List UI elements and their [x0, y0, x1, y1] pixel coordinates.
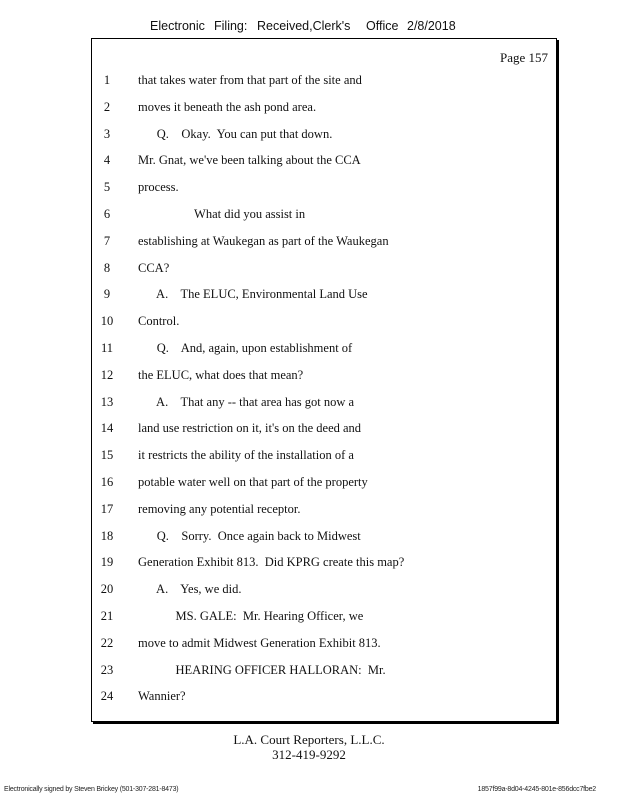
line-text: that takes water from that part of the site and [138, 73, 362, 87]
line-text: it restricts the ability of the installation of a [138, 448, 354, 462]
line-text: Control. [138, 314, 180, 328]
line-number: 9 [103, 287, 111, 301]
line-text: MS. GALE: Mr. Hearing Officer, we [138, 609, 364, 623]
line-text: A. Yes, we did. [138, 582, 242, 596]
line-number: 22 [100, 636, 114, 650]
header-word-office: Office [366, 19, 399, 33]
court-reporter-name: L.A. Court Reporters, L.L.C. [233, 732, 385, 747]
line-number: 12 [100, 368, 114, 382]
line-number: 13 [100, 395, 114, 409]
line-text: moves it beneath the ash pond area. [138, 100, 317, 114]
line-text: CCA? [138, 261, 170, 275]
line-number: 18 [100, 529, 114, 543]
line-number: 17 [100, 502, 114, 516]
header-word-received: Received,Clerk's [257, 19, 351, 33]
line-text: Q. Sorry. Once again back to Midwest [138, 529, 361, 543]
line-number: 8 [103, 261, 111, 275]
line-text: the ELUC, what does that mean? [138, 368, 304, 382]
document-hash: 1857f99a-8d04-4245-801e-856dcc7fbe2 [477, 786, 596, 793]
line-number: 4 [103, 153, 111, 167]
line-number: 21 [100, 609, 114, 623]
line-text: What did you assist in [138, 207, 306, 221]
line-number: 1 [103, 73, 111, 87]
line-text: Q. Okay. You can put that down. [138, 127, 333, 141]
header-word-date: 2/8/2018 [407, 19, 456, 33]
line-number: 15 [100, 448, 114, 462]
line-text: A. The ELUC, Environmental Land Use [138, 287, 368, 301]
line-text: HEARING OFFICER HALLORAN: Mr. [138, 663, 386, 677]
line-number: 24 [100, 689, 114, 703]
page-number: Page 157 [499, 50, 548, 65]
line-text: establishing at Waukegan as part of the Waukegan [138, 234, 389, 248]
line-text: Wannier? [138, 689, 186, 703]
line-text: A. That any -- that area has got now a [138, 395, 355, 409]
line-number: 6 [103, 207, 111, 221]
line-text: Generation Exhibit 813. Did KPRG create this map? [138, 555, 405, 569]
line-number: 23 [100, 663, 114, 677]
line-number: 11 [100, 341, 114, 355]
line-text: potable water well on that part of the property [138, 475, 368, 489]
filing-stamp-header [150, 19, 480, 37]
court-reporter-phone: 312-419-9292 [272, 747, 346, 762]
line-text: Mr. Gnat, we've been talking about the CCA [138, 153, 361, 167]
line-number: 7 [103, 234, 111, 248]
electronic-signature-note: Electronically signed by Steven Brickey (501-307-281-8473) [4, 786, 179, 793]
line-number: 20 [100, 582, 114, 596]
line-number: 3 [103, 127, 111, 141]
line-text: removing any potential receptor. [138, 502, 301, 516]
line-number: 2 [103, 100, 111, 114]
line-text: process. [138, 180, 179, 194]
line-text: move to admit Midwest Generation Exhibit 813. [138, 636, 381, 650]
line-number: 14 [100, 421, 114, 435]
line-number: 16 [100, 475, 114, 489]
header-word-filing: Filing: [214, 19, 248, 33]
line-number: 19 [100, 555, 114, 569]
line-number: 5 [103, 180, 111, 194]
line-text: Q. And, again, upon establishment of [138, 341, 353, 355]
line-number: 10 [100, 314, 114, 328]
header-word-electronic: Electronic [150, 19, 205, 33]
line-text: land use restriction on it, it's on the deed and [138, 421, 362, 435]
